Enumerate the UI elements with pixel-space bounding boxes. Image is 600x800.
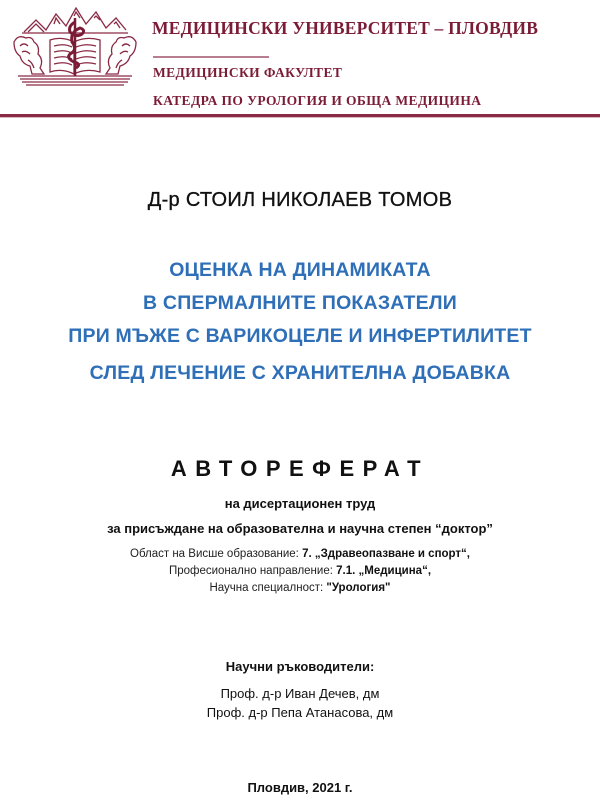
scientific-specialty xyxy=(0,582,600,594)
thesis-title-line-4: СЛЕД ЛЕЧЕНИЕ С ХРАНИТЕЛНА ДОБАВКА xyxy=(89,362,511,384)
short-divider xyxy=(153,56,269,58)
professional-field xyxy=(0,565,600,577)
detail-value: 7. „Здравеопазване и спорт“, xyxy=(302,548,470,560)
author-name: Д-р СТОИЛ НИКОЛАЕВ ТОМОВ xyxy=(147,189,453,211)
document-type: АВТОРЕФЕРАТ xyxy=(170,456,430,481)
university-crest-icon xyxy=(10,2,140,90)
detail-label: Област на Висше образование: xyxy=(130,548,303,560)
thesis-title-line-3: ПРИ МЪЖЕ С ВАРИКОЦЕЛЕ И ИНФЕРТИЛИТЕТ xyxy=(68,325,532,347)
subtitle-line-2: за присъждане на образователна и научна степен “доктор” xyxy=(107,521,493,536)
thesis-title-line-2: В СПЕРМАЛНИТЕ ПОКАЗАТЕЛИ xyxy=(143,292,457,314)
supervisor-name: Проф. д-р Иван Дечев, дм xyxy=(220,686,380,701)
subtitle-line-1: на дисертационен труд xyxy=(224,496,376,511)
thesis-title-line-1: ОЦЕНКА НА ДИНАМИКАТА xyxy=(169,259,431,281)
detail-label: Професионално направление: xyxy=(168,565,337,577)
detail-value: 7.1. „Медицина“, xyxy=(336,565,432,577)
supervisors-heading: Научни ръководители: xyxy=(225,659,375,674)
detail-label: Научна специалност: xyxy=(209,582,327,594)
department-name: КАТЕДРА ПО УРОЛОГИЯ И ОБЩА МЕДИЦИНА xyxy=(153,93,482,108)
header-divider-shadow xyxy=(0,117,600,118)
university-name: МЕДИЦИНСКИ УНИВЕРСИТЕТ – ПЛОВДИВ xyxy=(152,18,539,38)
supervisor-name: Проф. д-р Пепа Атанасова, дм xyxy=(206,705,394,720)
place-and-year: Пловдив, 2021 г. xyxy=(247,780,353,795)
field-of-education xyxy=(0,548,600,560)
detail-value: "Урология" xyxy=(326,582,391,594)
faculty-name: МЕДИЦИНСКИ ФАКУЛТЕТ xyxy=(153,65,343,80)
